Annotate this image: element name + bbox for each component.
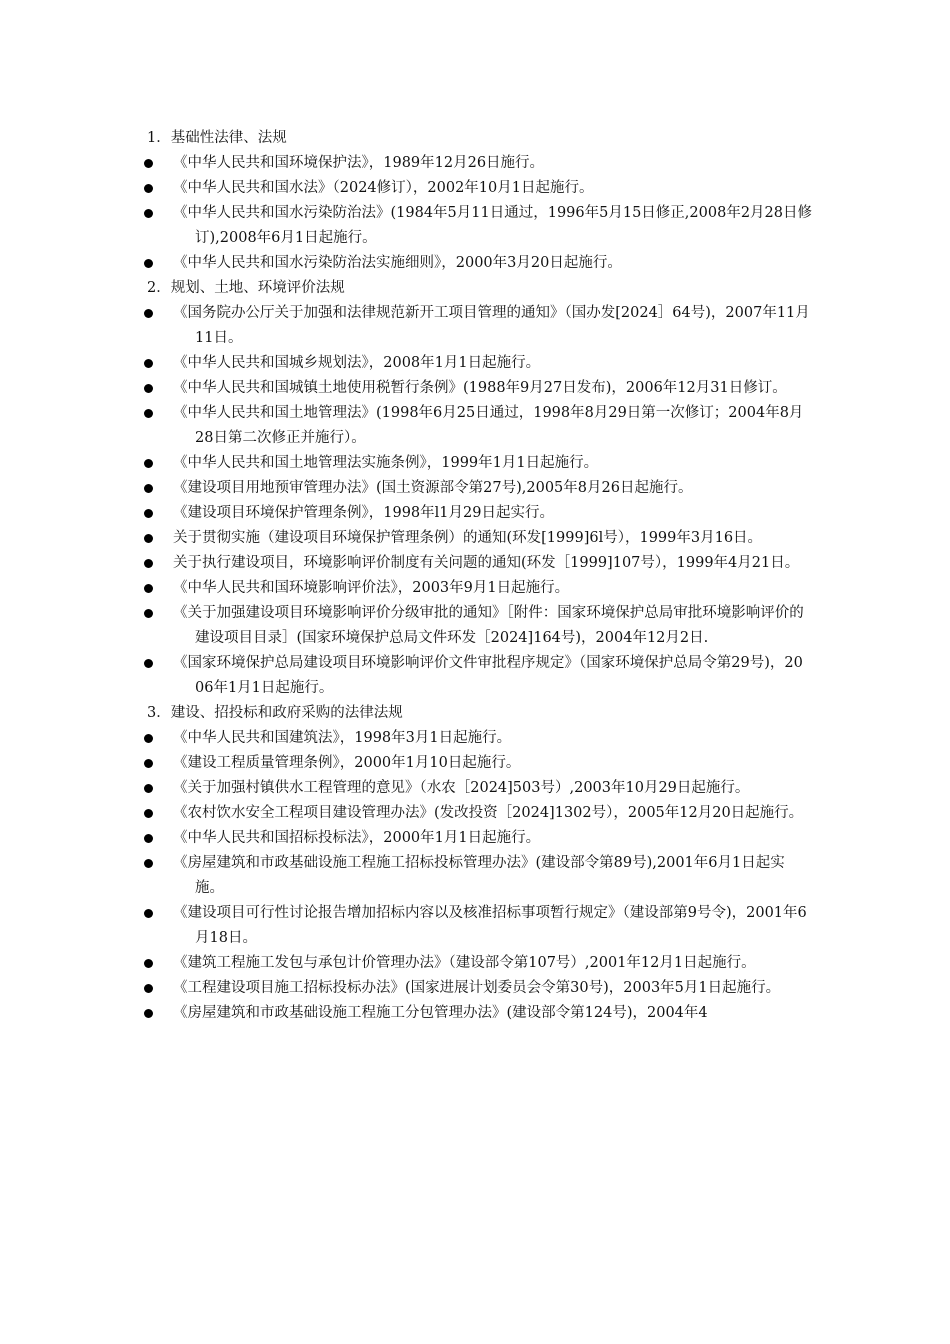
list-item	[147, 726, 812, 751]
list-item-text: 《房屋建筑和市政基础设施工程施工招标投标管理办法》(建设部令第89号),2001年6月1日起实施。	[173, 855, 785, 896]
list-item-text: 《房屋建筑和市政基础设施工程施工分包管理办法》(建设部令第124号)，2004年4	[173, 1005, 708, 1021]
bullet-icon	[144, 259, 153, 268]
bullet-icon	[144, 484, 153, 493]
list-item-text: 《国务院办公厅关于加强和法律规范新开工项目管理的通知》（国办发[2024］64号)，2007年11月11日。	[173, 305, 810, 346]
list-item	[147, 826, 812, 851]
list-item	[147, 601, 812, 651]
list-item	[147, 476, 812, 501]
list-item	[147, 551, 812, 576]
bullet-icon	[144, 159, 153, 168]
list-item	[147, 851, 812, 901]
section-heading: 2．规划、土地、环境评价法规	[147, 280, 345, 296]
list-item	[147, 401, 812, 451]
bullet-icon	[144, 584, 153, 593]
bullet-icon	[144, 1009, 153, 1018]
bullet-icon	[144, 734, 153, 743]
list-item	[147, 251, 812, 276]
bullet-icon	[144, 359, 153, 368]
list-item	[147, 576, 812, 601]
bullet-icon	[144, 559, 153, 568]
list-item	[147, 976, 812, 1001]
bullet-icon	[144, 909, 153, 918]
bullet-icon	[144, 509, 153, 518]
list-item-text: 《中华人民共和国建筑法》，1998年3月1日起施行。	[173, 730, 512, 746]
list-item-text: 《关于加强村镇供水工程管理的意见》（水农［2024]503号）,2003年10月29日起施行。	[173, 780, 750, 796]
bullet-icon	[144, 209, 153, 218]
bullet-icon	[144, 309, 153, 318]
list-item	[147, 176, 812, 201]
list-item	[147, 501, 812, 526]
bullet-icon	[144, 609, 153, 618]
list-item-text: 《建设工程质量管理条例》，2000年1月10日起施行。	[173, 755, 521, 771]
bullet-icon	[144, 784, 153, 793]
list-item	[147, 351, 812, 376]
list-item	[147, 801, 812, 826]
list-item	[147, 1001, 812, 1026]
list-item-text: 《中华人民共和国水污染防治法实施细则》，2000年3月20日起施行。	[173, 255, 622, 271]
list-item-text: 《建设项目环境保护管理条例》，1998年l1月29日起实行。	[173, 505, 554, 521]
list-item	[147, 751, 812, 776]
bullet-icon	[144, 184, 153, 193]
document-body	[147, 126, 812, 1026]
list-item-text: 《国家环境保护总局建设项目环境影响评价文件审批程序规定》（国家环境保护总局令第29号)，2006年1月1日起施行。	[173, 655, 803, 696]
list-item	[147, 951, 812, 976]
list-item-text: 《中华人民共和国水污染防治法》(1984年5月11日通过，1996年5月15日修正,2008年2月28日修订),2008年6月1日起施行。	[173, 205, 812, 246]
list-item-text: 《农村饮水安全工程项目建设管理办法》(发改投资［2024]1302号），2005年12月20日起施行。	[173, 805, 804, 821]
list-item-text: 《中华人民共和国土地管理法实施条例》，1999年1月1日起施行。	[173, 455, 599, 471]
bullet-icon	[144, 384, 153, 393]
section-heading: 1．基础性法律、法规	[147, 130, 287, 146]
bullet-icon	[144, 984, 153, 993]
list-item-text: 《关于加强建设项目环境影响评价分级审批的通知》［附件：国家环境保护总局审批环境影响评价的建设项目目录］(国家环境保护总局文件环发［2024]164号)，2004年12月2日.	[173, 605, 804, 646]
list-item	[147, 301, 812, 351]
section-heading: 3．建设、招投标和政府采购的法律法规	[147, 705, 403, 721]
list-item-text: 《建筑工程施工发包与承包计价管理办法》（建设部令第107号）,2001年12月1日起施行。	[173, 955, 756, 971]
bullet-icon	[144, 809, 153, 818]
bullet-icon	[144, 834, 153, 843]
list-item-text: 《中华人民共和国招标投标法》，2000年1月1日起施行。	[173, 830, 541, 846]
bullet-icon	[144, 659, 153, 668]
list-item	[147, 651, 812, 701]
bullet-icon	[144, 409, 153, 418]
list-item	[147, 201, 812, 251]
bullet-icon	[144, 534, 153, 543]
list-item	[147, 451, 812, 476]
list-item	[147, 526, 812, 551]
list-item	[147, 151, 812, 176]
list-item-text: 《中华人民共和国土地管理法》(1998年6月25日通过，1998年8月29日第一次修订；2004年8月28日第二次修正并施行）。	[173, 405, 804, 446]
list-item-text: 《中华人民共和国城乡规划法》，2008年1月1日起施行。	[173, 355, 541, 371]
list-item-text: 《中华人民共和国水法》（2024修订），2002年10月1日起施行。	[173, 180, 594, 196]
list-item	[147, 901, 812, 951]
bullet-icon	[144, 459, 153, 468]
list-item	[147, 776, 812, 801]
list-item	[147, 376, 812, 401]
list-item-text: 《中华人民共和国环境影响评价法》，2003年9月1日起施行。	[173, 580, 570, 596]
bullet-icon	[144, 959, 153, 968]
list-item-text: 《中华人民共和国城镇土地使用税暂行条例》(1988年9月27日发布)，2006年12月31日修订。	[173, 380, 787, 396]
list-item-text: 《中华人民共和国环境保护法》，1989年12月26日施行。	[173, 155, 545, 171]
bullet-icon	[144, 759, 153, 768]
list-item-text: 《建设项目用地预审管理办法》(国土资源部令第27号),2005年8月26日起施行。	[173, 480, 693, 496]
list-item-text: 关于贯彻实施（建设项目环境保护管理条例）的通知(环发[1999]6l号），1999年3月16日。	[173, 530, 763, 546]
list-item-text: 关于执行建设项目，环境影响评价制度有关问题的通知(环发［1999]107号），1999年4月21日。	[173, 555, 800, 571]
bullet-icon	[144, 859, 153, 868]
list-item-text: 《工程建设项目施工招标投标办法》(国家进展计划委员会令第30号)，2003年5月1日起施行。	[173, 980, 781, 996]
list-item-text: 《建设项目可行性讨论报告增加招标内容以及核准招标事项暂行规定》（建设部第9号令)，2001年6月18日。	[173, 905, 807, 946]
